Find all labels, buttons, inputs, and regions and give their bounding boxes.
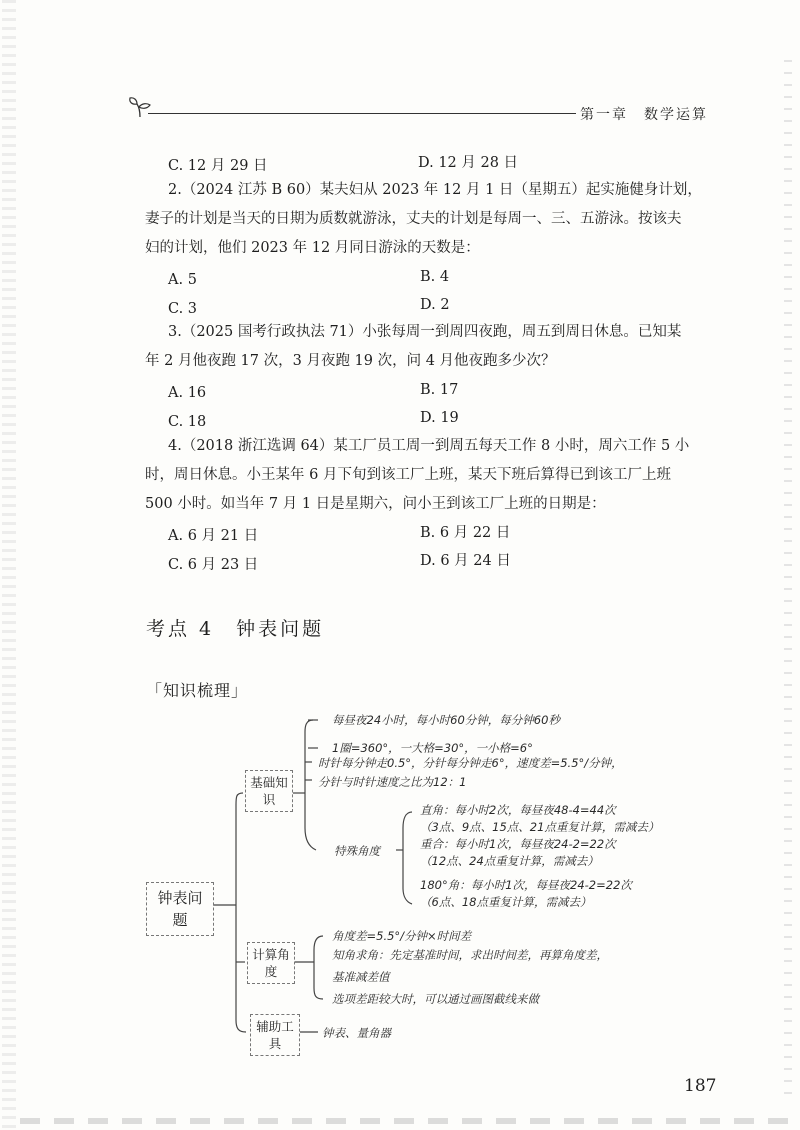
page-number: 187	[684, 1076, 717, 1096]
q4-line3: 500 小时。如当年 7 月 1 日是星期六，问小王到该工厂上班的日期是：	[145, 496, 606, 512]
basic-item-3: 时针每分钟走0.5°，分针每分钟走6°，速度差=5.5°/分钟，	[318, 756, 623, 770]
q3-option-d: D. 19	[420, 410, 459, 426]
mindmap-root-box	[146, 882, 214, 936]
special-item-1: 直角：每小时2次，每昼夜48-4=44次	[420, 803, 616, 817]
basic-item-1: 每昼夜24小时，每小时60分钟，每分钟60秒	[332, 713, 560, 727]
q2-option-c: C. 3	[168, 301, 198, 317]
special-item-5: 180°角：每小时1次，每昼夜24-2=22次	[420, 878, 632, 892]
q4-option-b: B. 6 月 22 日	[420, 525, 511, 541]
q2-option-a: A. 5	[168, 272, 197, 288]
tools-item-1: 钟表、量角器	[322, 1026, 391, 1040]
knowledge-subheading: 「知识梳理」	[146, 681, 249, 700]
branch-basic-box	[245, 770, 293, 812]
basic-item-4: 分针与时针速度之比为12：1	[318, 775, 467, 789]
q2-line2: 妻子的计划是当天的日期为质数就游泳，丈夫的计划是每周一、三、五游泳。按该夫	[145, 211, 682, 227]
section-heading: 考点 4 钟表问题	[146, 618, 325, 640]
mindmap-root-label: 钟表问题	[157, 889, 203, 929]
calc-item-2: 知角求角：先定基准时间，求出时间差，再算角度差，	[332, 948, 608, 962]
q3-option-c: C. 18	[168, 414, 207, 430]
special-item-2: （3点、9点、15点、21点重复计算，需减去）	[420, 820, 660, 834]
q4-line2: 时，周日休息。小王某年 6 月下旬到该工厂上班，某天下班后算得已到该工厂上班	[145, 467, 671, 483]
calc-item-1: 角度差=5.5°/分钟×时间差	[332, 929, 472, 943]
chapter-title: 第一章 数学运算	[580, 107, 708, 123]
q4-option-d: D. 6 月 24 日	[420, 553, 511, 569]
q4-option-c: C. 6 月 23 日	[168, 557, 259, 573]
q3-option-a: A. 16	[168, 385, 207, 401]
q3-line1: 3.（2025 国考行政执法 71）小张每周一到周四夜跑，周五到周日休息。已知某	[168, 324, 682, 340]
basic-item-2: 1圈=360°，一大格=30°，一小格=6°	[332, 741, 533, 755]
q1-option-d: D. 12 月 28 日	[418, 155, 519, 171]
q3-line2: 年 2 月他夜跑 17 次，3 月夜跑 19 次，问 4 月他夜跑多少次？	[145, 353, 556, 369]
branch-calc-label: 计算角度	[252, 947, 290, 979]
special-item-3: 重合：每小时1次，每昼夜24-2=22次	[420, 837, 616, 851]
calc-item-3: 基准减差值	[332, 970, 390, 984]
branch-tools-label: 辅助工具	[256, 1019, 294, 1051]
branch-tools-box	[250, 1014, 300, 1056]
special-item-4: （12点、24点重复计算，需减去）	[420, 854, 599, 868]
q2-line1: 2.（2024 江苏 B 60）某夫妇从 2023 年 12 月 1 日（星期五）起实施健身计划，	[168, 182, 702, 198]
calc-item-4: 选项差距较大时，可以通过画图截线来做	[332, 992, 539, 1006]
q2-line3: 妇的计划，他们 2023 年 12 月同日游泳的天数是：	[145, 240, 480, 256]
q4-line1: 4.（2018 浙江选调 64）某工厂员工周一到周五每天工作 8 小时，周六工作 5 小	[168, 438, 690, 454]
special-item-6: （6点、18点重复计算，需减去）	[420, 895, 592, 909]
q1-option-c: C. 12 月 29 日	[168, 158, 268, 174]
branch-basic-label: 基础知识	[250, 775, 288, 807]
q4-option-a: A. 6 月 21 日	[168, 528, 259, 544]
q3-option-b: B. 17	[420, 382, 459, 398]
branch-calc-box	[247, 942, 295, 984]
q2-option-b: B. 4	[420, 269, 450, 285]
q2-option-d: D. 2	[420, 297, 450, 313]
special-angle-label: 特殊角度	[334, 844, 380, 858]
